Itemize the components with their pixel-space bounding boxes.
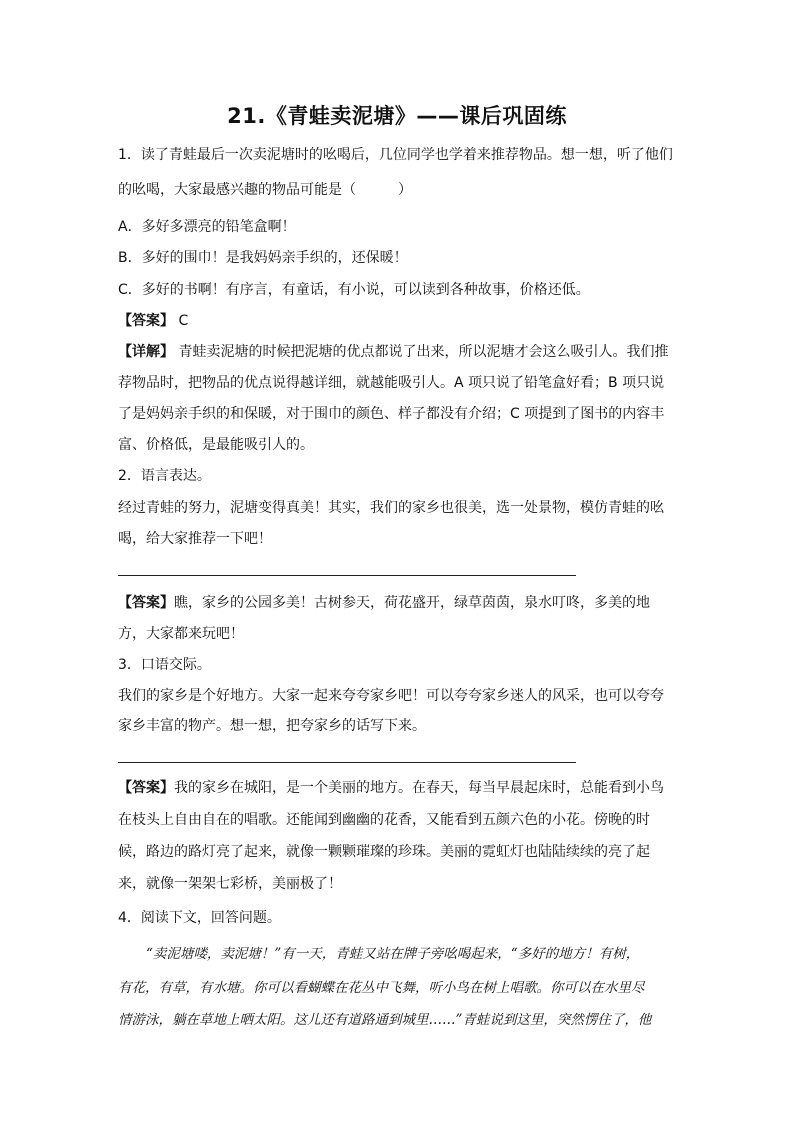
q3-answer-line-2: 在枝头上自由自在的唱歌。还能闻到幽幽的花香，又能看到五颜六色的小花。傍晚的时 [118,812,650,828]
explanation-text: 青蛙卖泥塘的时候把泥塘的优点都说了出来，所以泥塘才会这么吸引人。我们推 [178,344,669,360]
q3-heading: 3．口语交际。 [118,657,211,673]
q1-explanation-line-1 [118,342,668,362]
answer-tag: 【答案】 [118,780,174,796]
q1-text-line-2: 的吆喝，大家最感兴趣的物品可能是（ ） [118,182,412,198]
q1-explanation-line-3: 了是妈妈亲手织的和保暖，对于围巾的颜色、样子都没有介绍；C 项提到了图书的内容丰 [118,406,665,422]
q2-answer-line-2: 方，大家都来玩吧！ [118,626,244,642]
q2-text-line-2: 喝，给大家推荐一下吧！ [118,531,272,547]
answer-text: 我的家乡在城阳，是一个美丽的地方。在春天，每当早晨起床时，总能看到小鸟 [174,780,664,796]
q4-passage-line-2: 有花，有草，有水塘。你可以看蝴蝶在花丛中飞舞，听小鸟在树上唱歌。你可以在水里尽 [118,980,645,996]
q1-option-b: B．多好的围巾！是我妈妈亲手织的，还保暖！ [118,250,408,266]
q2-heading: 2．语言表达。 [118,468,211,484]
explanation-tag: 【详解】 [118,344,174,360]
q3-answer-line-1 [118,778,664,798]
q4-passage-line-1: “卖泥塘喽，卖泥塘！”有一天，青蛙又站在牌子旁吆喝起来，“多好的地方！有树， [146,946,640,962]
q1-option-c: C．多好的书啊！有序言，有童话，有小说，可以读到各种故事，价格还低。 [118,282,590,298]
q3-text-line-2: 家乡丰富的物产。想一想，把夸家乡的话写下来。 [118,718,426,734]
q4-passage-line-3: 情游泳，躺在草地上晒太阳。这儿还有道路通到城里……”青蛙说到这里，突然愣住了，他 [118,1012,652,1028]
q2-answer-line-1 [118,593,650,613]
answer-text: 瞧，家乡的公园多美！古树参天，荷花盛开，绿草茵茵，泉水叮咚，多美的地 [174,595,650,611]
q1-explanation-line-2: 荐物品时，把物品的优点说得越详细，就越能吸引人。A 项只说了铅笔盒好看；B 项只说 [118,375,665,391]
answer-tag: 【答案】 [118,595,174,611]
q3-text-line-1: 我们的家乡是个好地方。大家一起来夸夸家乡吧！可以夸夸家乡迷人的风采，也可以夸夸 [118,688,664,704]
q1-answer [118,311,188,331]
q1-text-line-1: 1．读了青蛙最后一次卖泥塘时的吆喝后，几位同学也学着来推荐物品。想一想，听了他们 [118,147,673,163]
q3-answer-line-3: 候，路边的路灯亮了起来，就像一颗颗璀璨的珍珠。美丽的霓虹灯也陆陆续续的亮了起 [118,844,650,860]
page-title: 21.《青蛙卖泥塘》——课后巩固练 [227,104,567,128]
q4-heading: 4．阅读下文，回答问题。 [118,910,281,926]
q1-option-a: A．多好多漂亮的铅笔盒啊！ [118,219,296,235]
answer-value: C [178,313,189,329]
q3-answer-line-4: 来，就像一架架七彩桥，美丽极了！ [118,876,342,892]
q3-answer-line [118,762,576,763]
q2-answer-line [118,575,576,576]
q1-explanation-line-4: 富、价格低，是最能吸引人的。 [118,437,314,453]
q2-text-line-1: 经过青蛙的努力，泥塘变得真美！其实，我们的家乡也很美，选一处景物，模仿青蛙的吆 [118,500,664,516]
answer-tag: 【答案】 [118,313,174,329]
